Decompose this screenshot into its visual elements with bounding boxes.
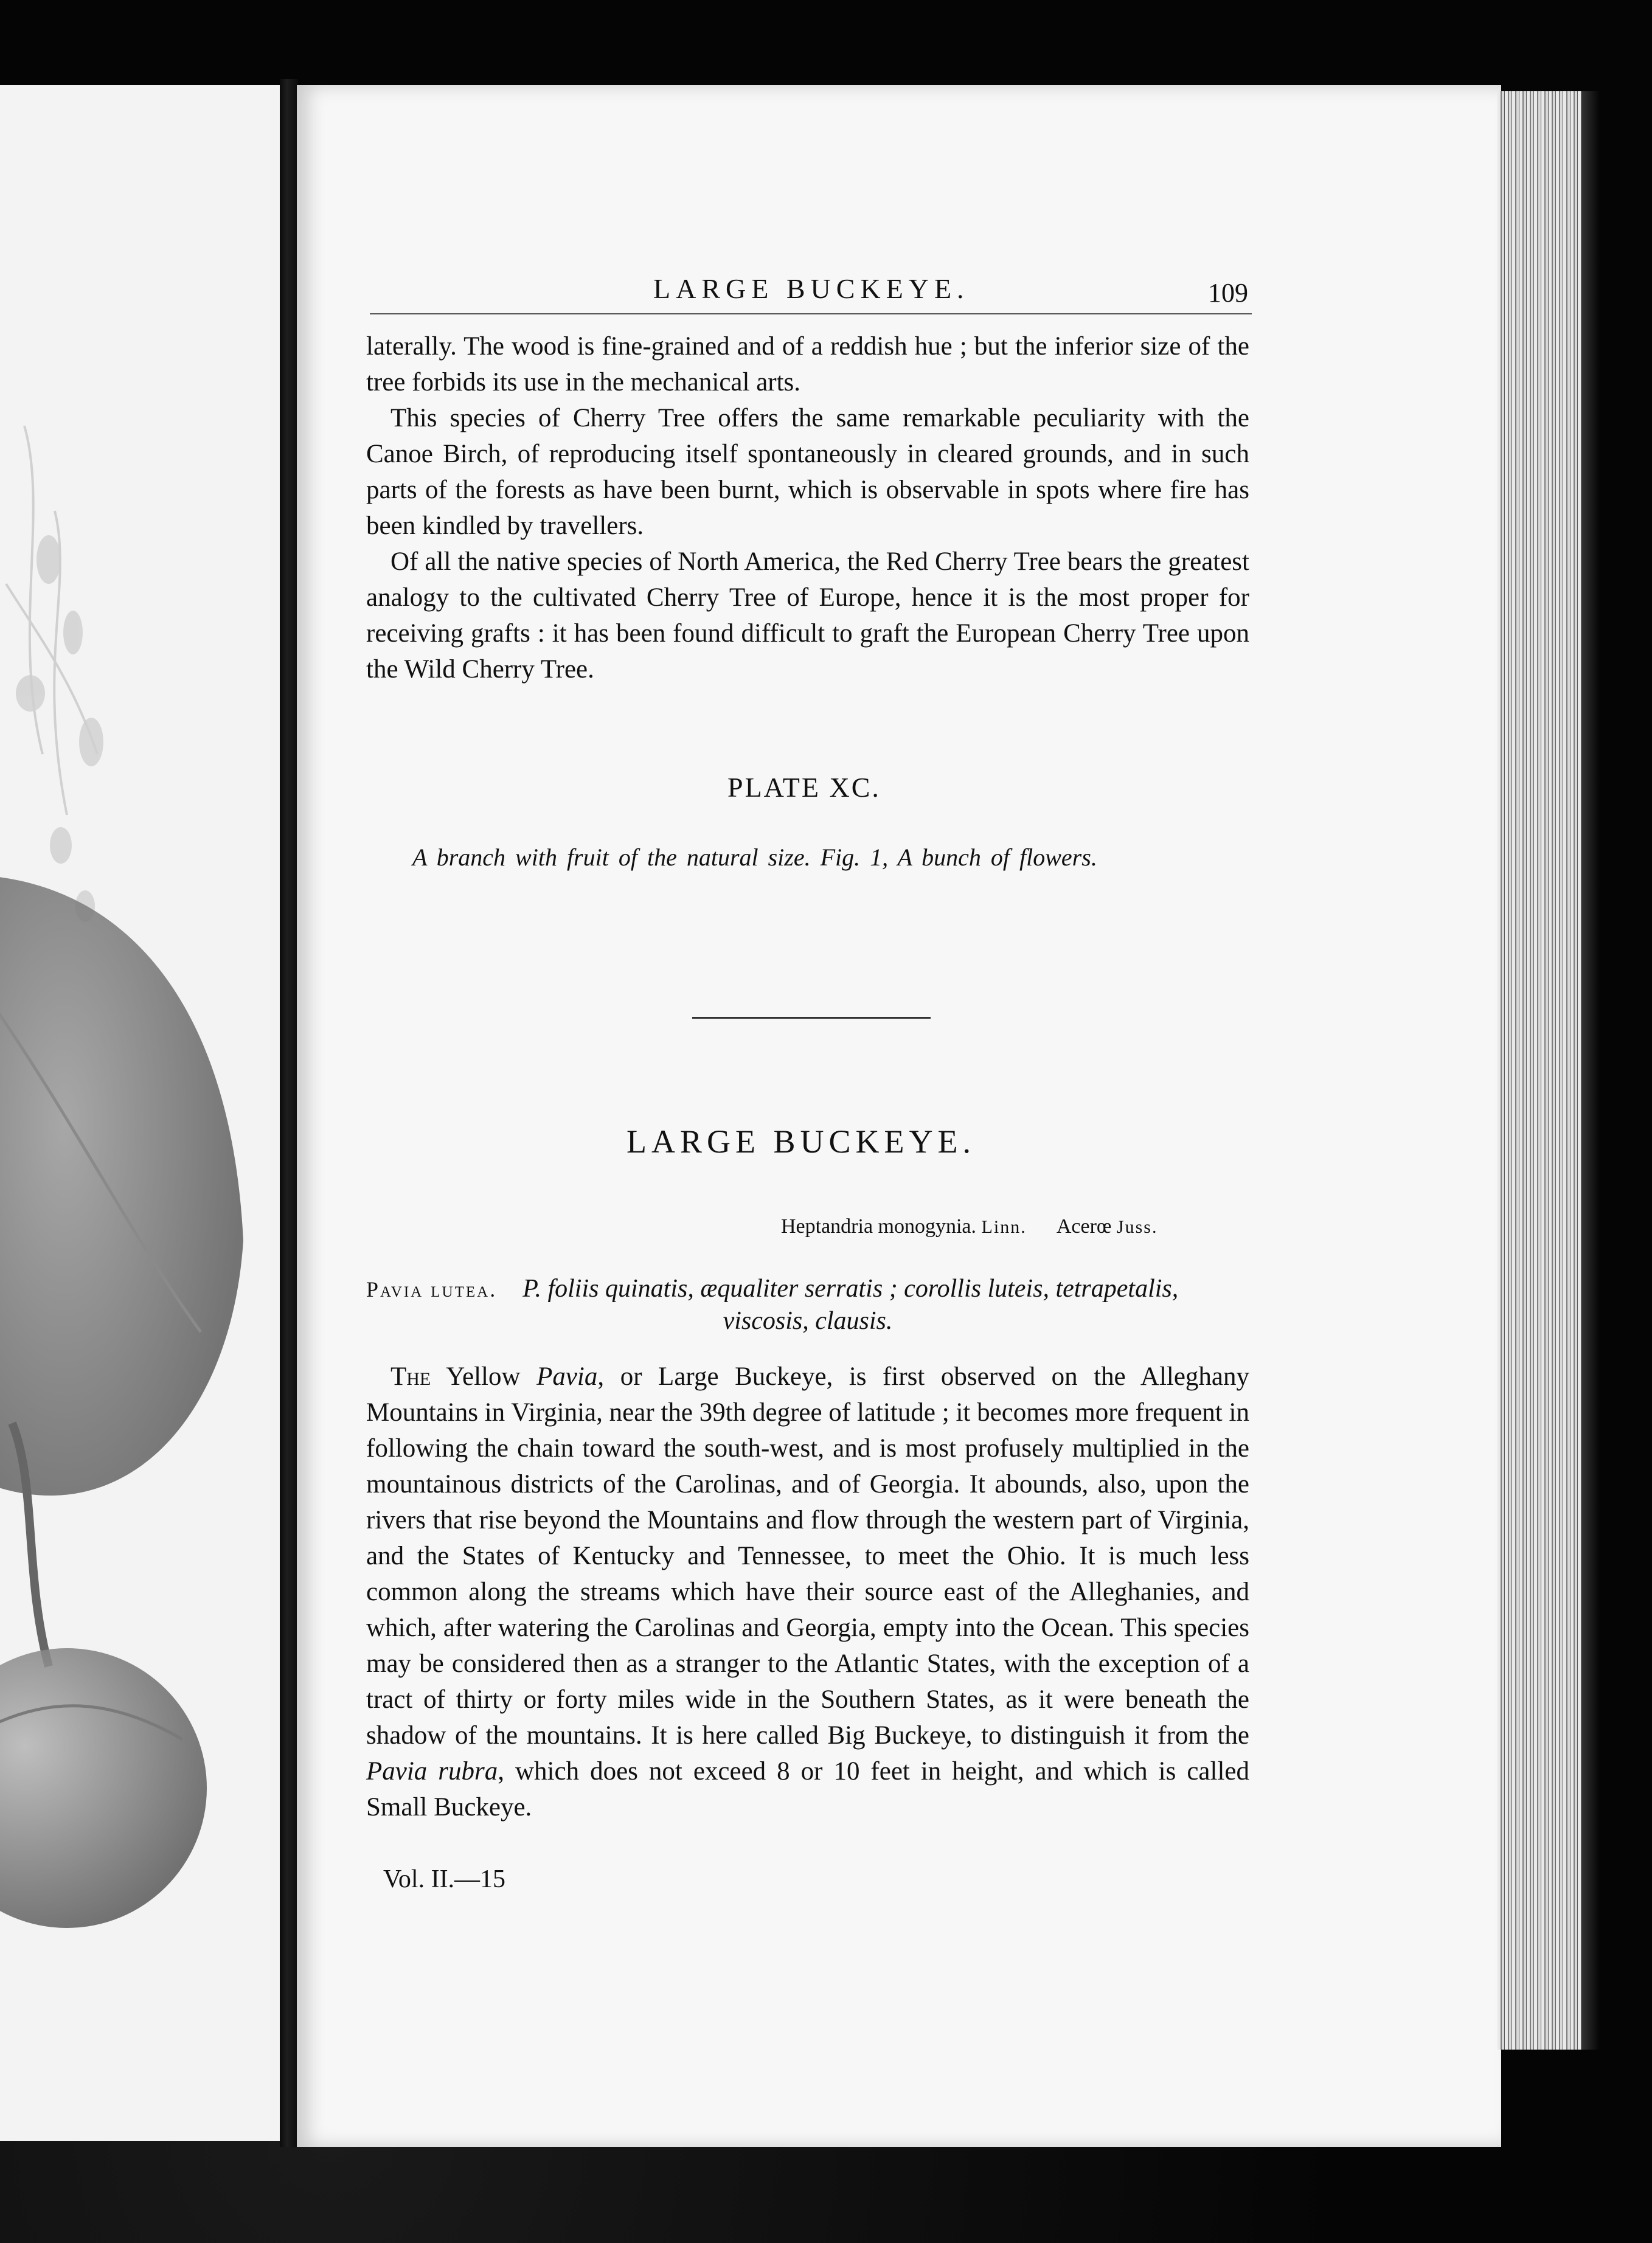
continued-text: [366, 328, 1249, 687]
paragraph: Of all the native species of North America, the Red Cherry Tree bears the greatest analogy to the cultivated Cherry Tree of Europe, hence it is the most proper for receiving grafts : it has been found difficult to graft the European Cherry Tree upon the Wild Cherry Tree.: [366, 547, 1249, 684]
plate-illustration: [0, 85, 280, 2141]
classification-jussieu-author: Juss.: [1116, 1217, 1158, 1237]
running-head: LARGE BUCKEYE.: [653, 273, 970, 304]
species-diagnosis: [366, 1271, 1249, 1307]
classification-linnaean-author: Linn.: [981, 1217, 1027, 1237]
lead-word: The: [390, 1362, 431, 1391]
paragraph-continued: laterally. The wood is fine-grained and of a reddish hue ; but the inferior size of the tree forbids its use in the mechanical arts.: [366, 332, 1249, 397]
book-gutter: [280, 79, 298, 2147]
paragraph: This species of Cherry Tree offers the same remarkable peculiarity with the Canoe Birch, of reproducing itself spontaneously in cleared grounds, and in such parts of the forests as have been burnt, which is observable in spots where fire has been kindled by travellers.: [366, 404, 1249, 540]
section-title: LARGE BUCKEYE.: [626, 1123, 976, 1160]
latin-species: Pavia rubra: [366, 1757, 498, 1786]
plate-title: PLATE XC.: [727, 772, 881, 803]
plate-caption: A branch with fruit of the natural size. Fig. 1, A bunch of flowers.: [412, 844, 1097, 871]
species-diagnosis-line-2: viscosis, clausis.: [723, 1307, 893, 1335]
page-edge-stack: [1498, 91, 1589, 2050]
species-diagnosis-line-1: P. foliis quinatis, æqualiter serratis ; corollis luteis, tetrapetalis,: [522, 1275, 1179, 1303]
classification-linnaean: Heptandria monogynia.: [781, 1215, 977, 1238]
body-text: , which does not exceed 8 or 10 feet in height, and which is called Small Buckeye.: [366, 1757, 1249, 1822]
section-body: [366, 1359, 1249, 1825]
botanical-classification: [781, 1215, 1157, 1238]
classification-jussieu: Acerœ: [1056, 1215, 1112, 1238]
page-edge-shadow: [1581, 91, 1600, 2050]
body-text: , or Large Buckeye, is first observed on the Alleghany Mountains in Virginia, near the 39th degree of latitude ; it becomes more frequent in following the chain toward the south-west, and is most profusely multiplied in the mountainous districts of the Carolinas, and of Georgia. It abounds, also, upon the rivers that rise beyond the Mountains and flow through the western part of Virginia, and the States of Kentucky and Tennessee, to meet the Ohio. It is much less common along the streams which have their source east of the Alleghanies, and which, after watering the Carolinas and Georgia, empty into the Ocean. This species may be considered then as a stranger to the Atlantic States, with the exception of a tract of thirty or forty miles wide in the Southern States, as it were beneath the shadow of the mountains. It is here called Big Buckeye, to distinguish it from the: [366, 1362, 1250, 1750]
body-text: Yellow: [446, 1362, 521, 1391]
latin-genus: Pavia: [536, 1362, 598, 1391]
section-divider: [692, 1017, 931, 1019]
signature-mark: Vol. II.—15: [383, 1865, 506, 1893]
header-rule: [370, 313, 1252, 314]
facing-page-plate: [0, 85, 280, 2141]
species-name: Pavia lutea.: [366, 1277, 498, 1302]
page-number: 109: [1208, 278, 1248, 308]
paragraph: [366, 1359, 1249, 1825]
